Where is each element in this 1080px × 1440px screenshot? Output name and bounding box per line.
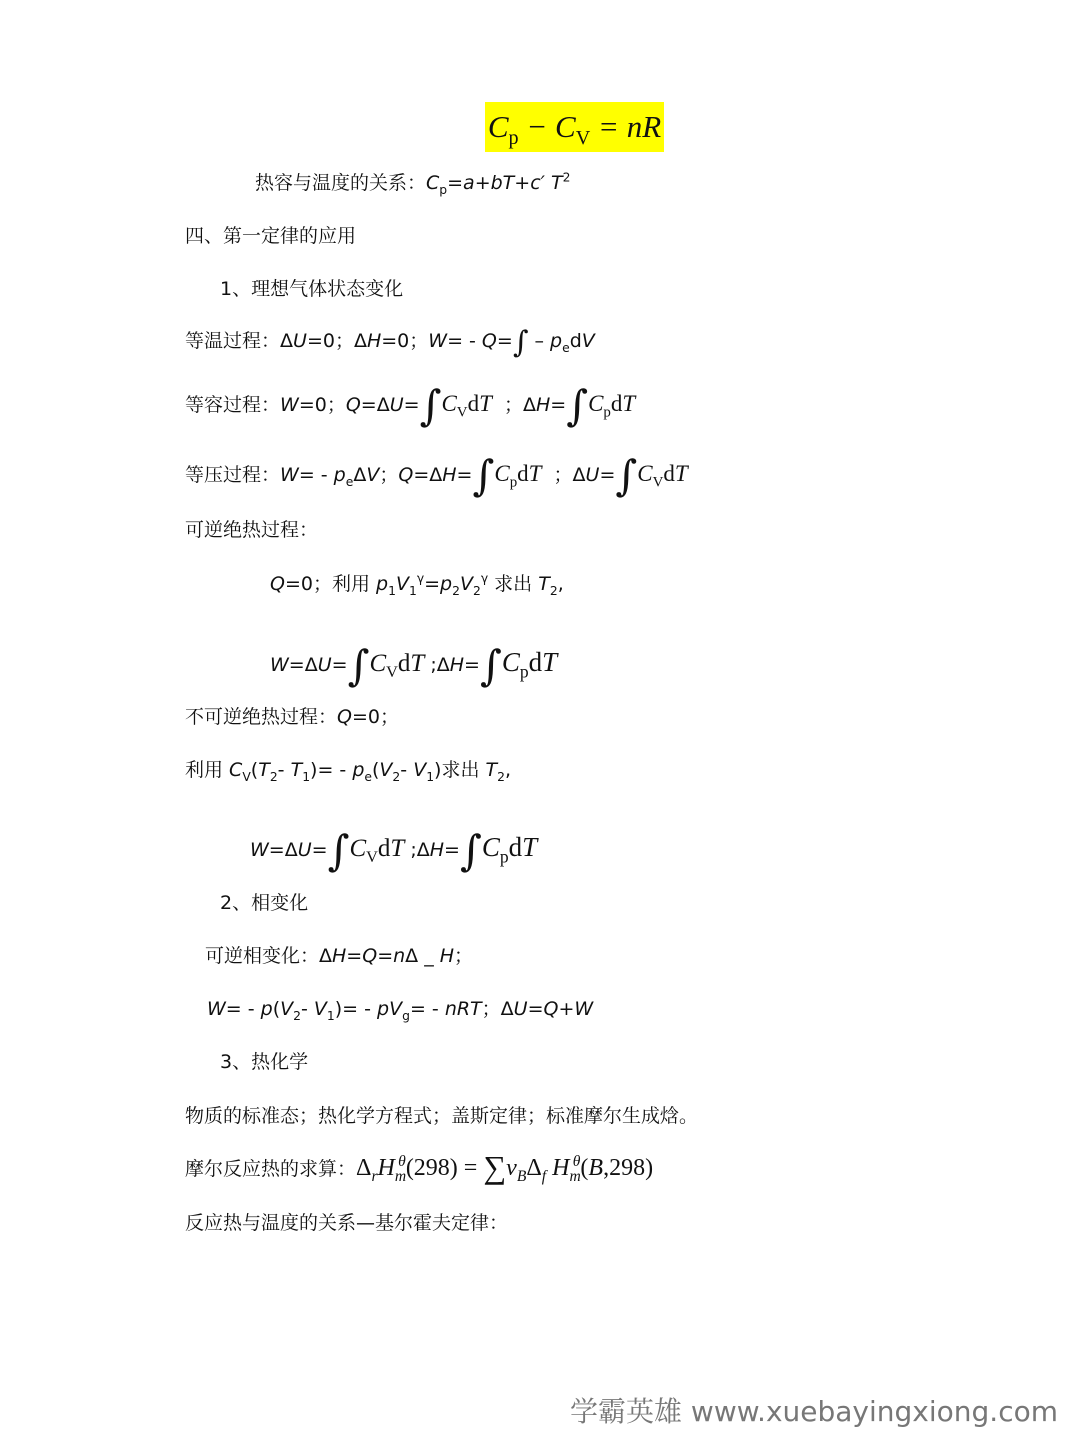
reaction-heat-line	[185, 1149, 654, 1185]
isothermal-line	[185, 325, 595, 360]
reversible-adiabatic-title: 可逆绝热过程：	[185, 519, 319, 541]
subsection-2-title: 2、相变化	[220, 892, 309, 914]
irreversible-adiabatic-title: 不可逆绝热过程：Q=0；	[185, 706, 399, 728]
isobaric-line	[185, 451, 688, 500]
isobaric-formula: $W= - p_e\Delta V$；$Q=\Delta H=\int C_pdT$ ；$\Delta U=\int C_VdT$	[280, 451, 688, 500]
kirchhoff-label: 反应热与温度的关系—基尔霍夫定律：	[185, 1212, 509, 1234]
irreversible-adiabatic-line2: $W=\Delta U=\int C_VdT$ $;\Delta H=\int C_pdT$	[250, 826, 538, 875]
isochoric-label: 等容过程：	[185, 394, 281, 416]
watermark: 学霸英雄 www.xuebayingxiong.com	[570, 1395, 1058, 1428]
heat-capacity-temp-line	[255, 171, 570, 195]
reversible-adiabatic-line1: Q=0；利用 $p_1V_1^\gamma=p_2V_2^\gamma$ 求出 $T_2$,	[270, 571, 564, 598]
highlighted-formula: $C_p - C_V$ = nR	[485, 102, 664, 152]
reversible-adiabatic-line2: $W=\Delta U=\int C_VdT$ $;\Delta H=\int C_pdT$	[270, 641, 558, 690]
heat-capacity-temp-formula: $C_p=a+bT+c'$ $T^2$	[426, 170, 571, 197]
reaction-heat-label: 摩尔反应热的求算：	[185, 1158, 357, 1180]
subsection-1-title: 1、理想气体状态变化	[220, 278, 404, 300]
irreversible-adiabatic-line1: 利用 $C_V(T_2-$ $T_1)= - p_e(V_2-$ $V_1$)求出 $T_2$,	[185, 759, 512, 784]
isobaric-label: 等压过程：	[185, 464, 281, 486]
isothermal-formula: ΔU=0；ΔH=0；$W= - Q=\int - p_edV$	[280, 325, 595, 360]
subsection-3-title: 3、热化学	[220, 1051, 309, 1073]
heat-capacity-temp-label: 热容与温度的关系：	[255, 172, 427, 194]
thermochem-topics: 物质的标准态；热化学方程式；盖斯定律；标准摩尔生成焓。	[185, 1105, 699, 1127]
isothermal-label: 等温过程：	[185, 330, 281, 352]
phase-change-line1: 可逆相变化：ΔH=Q=nΔ _ H；	[205, 945, 474, 967]
isochoric-line	[185, 381, 636, 430]
phase-change-line2: $W= - p(V_2-$ $V_1)= - pV_g=$ - nRT；ΔU=Q+W	[207, 998, 594, 1023]
isochoric-formula: W=0；$Q=\Delta U=\int C_VdT$ ；$\Delta H=\int C_pdT$	[280, 381, 636, 430]
reaction-heat-formula: $\Delta_rH_m^\theta(298) = \sum\nu_B\Delta_f$ $H_m^\theta(B,298)$	[356, 1149, 654, 1185]
section-4-title: 四、第一定律的应用	[185, 225, 357, 247]
